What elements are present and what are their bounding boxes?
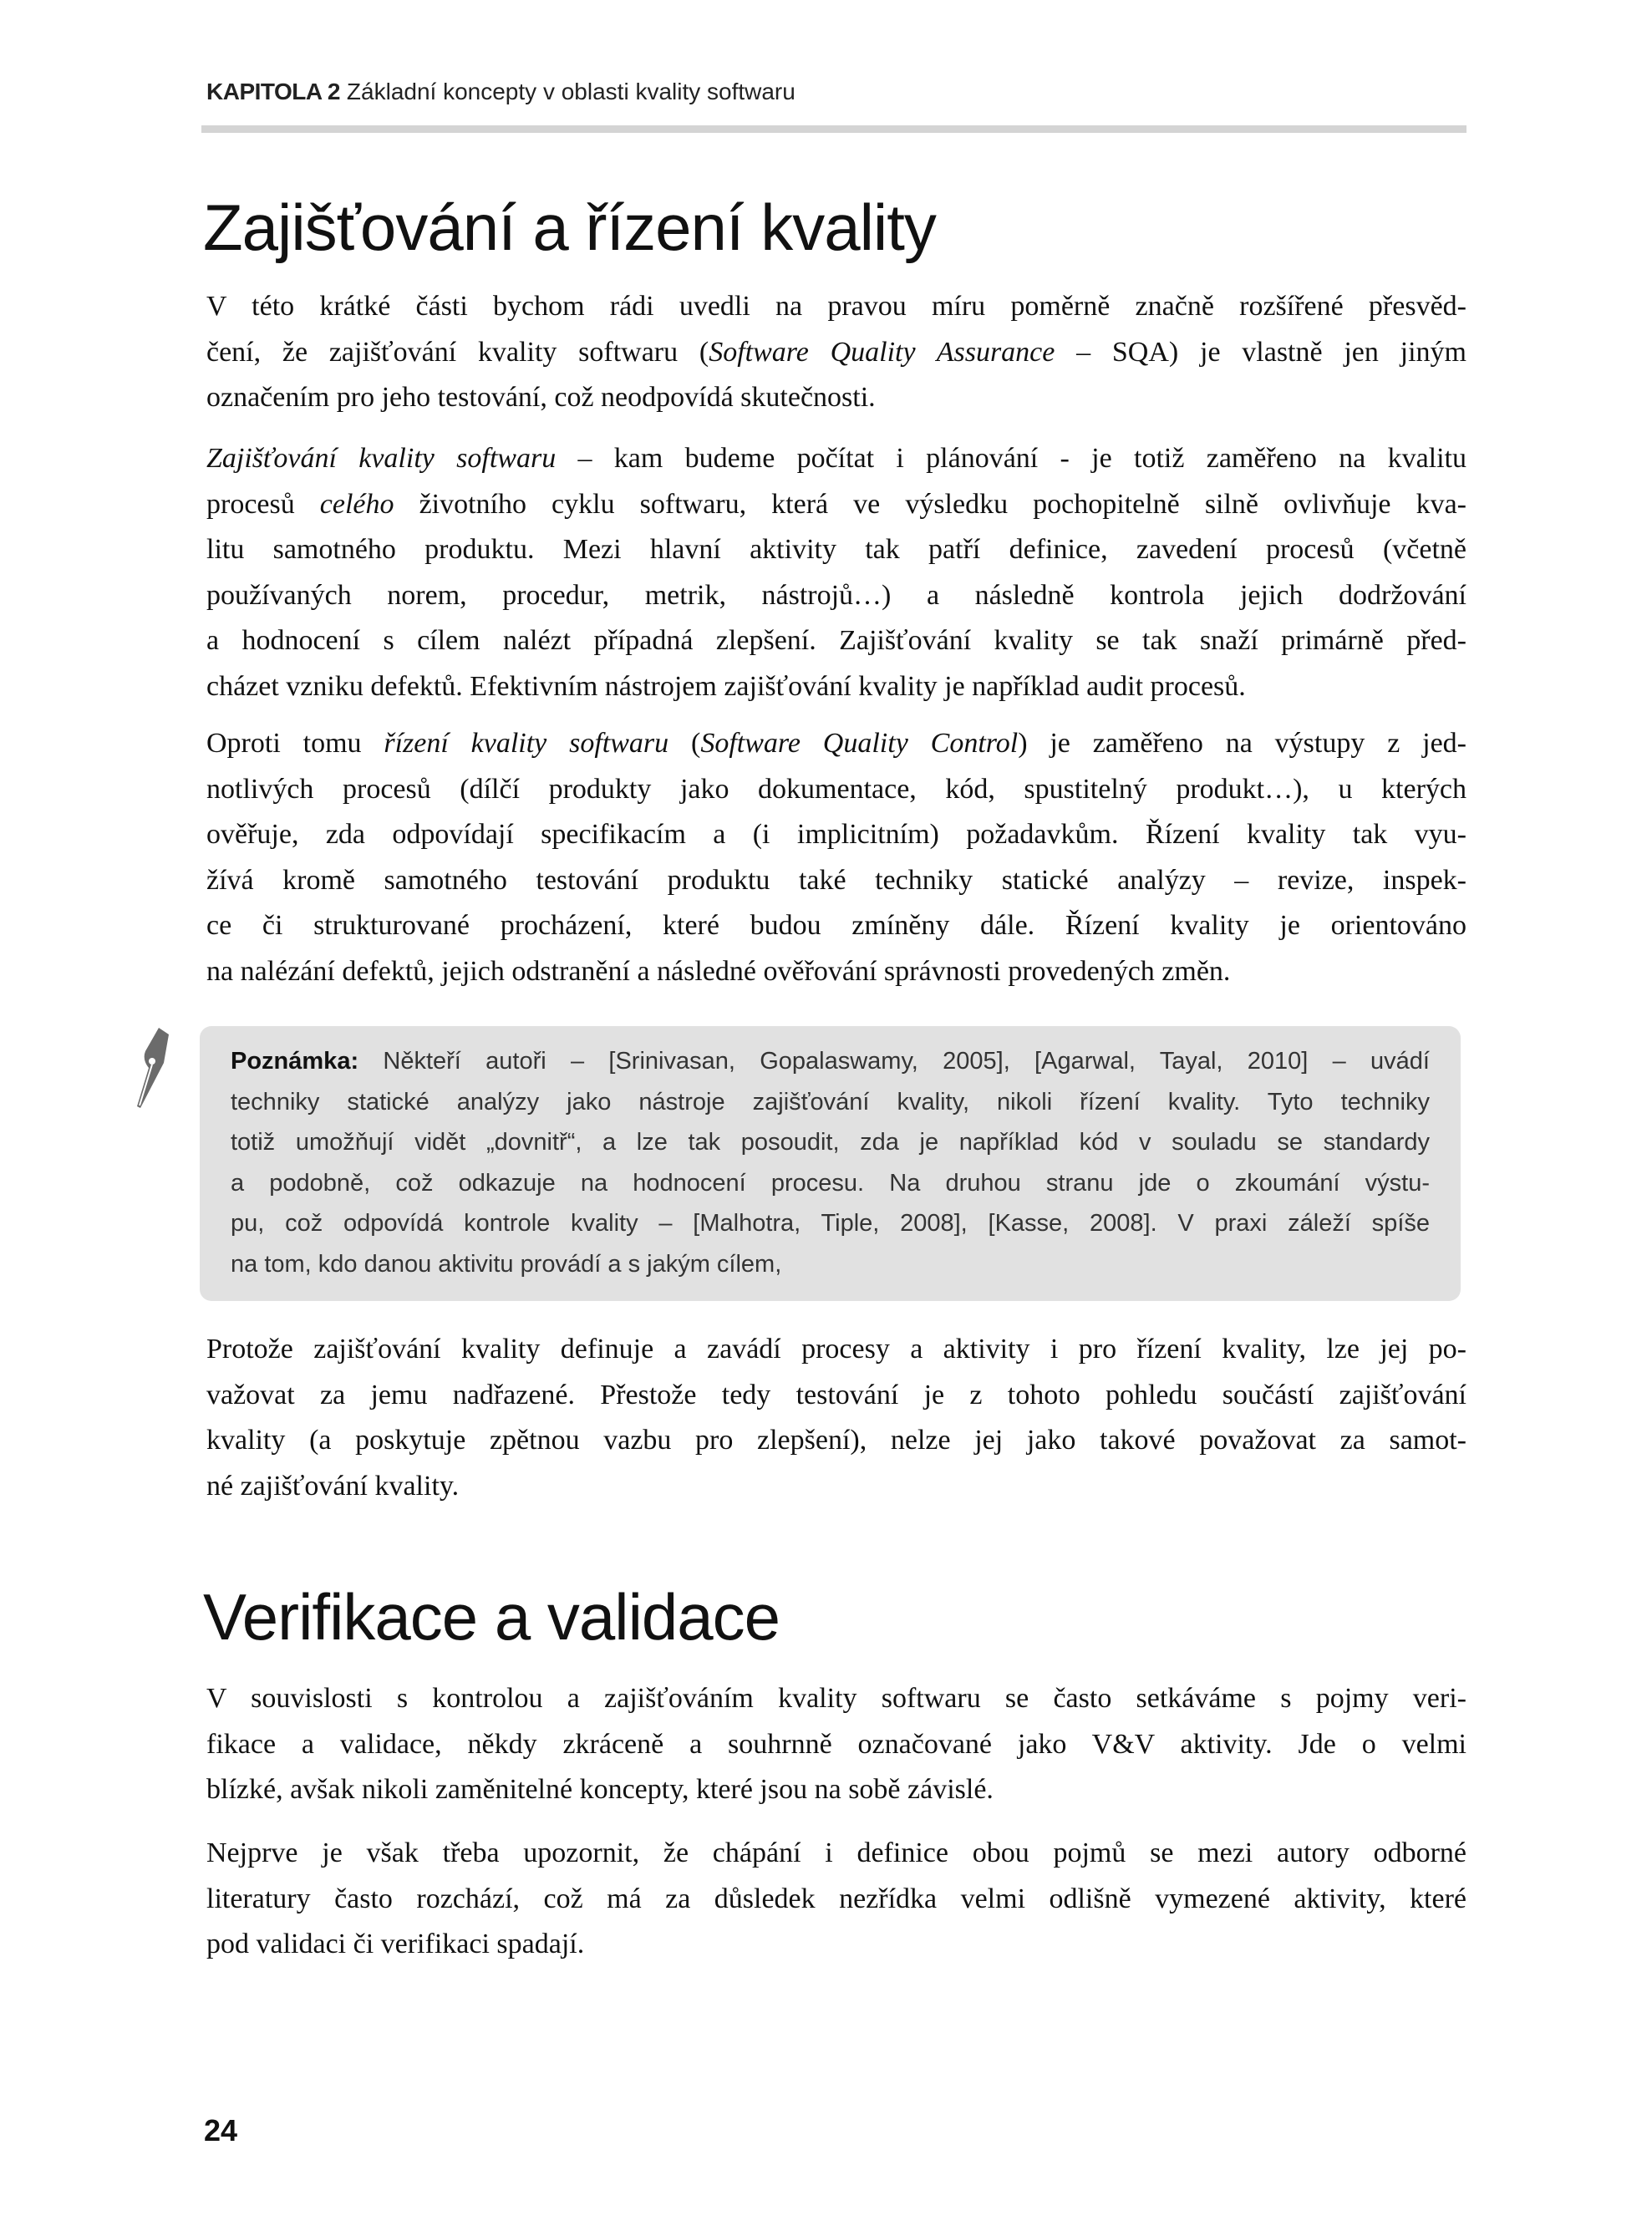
text-run: ověřuje, zda odpovídají specifikacím a (i implicitním) požadavkům. Řízení kvality tak vyu- [206,819,1466,850]
text-line [206,858,1466,904]
text-run: totiž umožňují vidět „dovnitř“, a lze tak posoudit, zda je například kód v souladu se standardy [231,1129,1430,1156]
text-line [206,721,1466,767]
text-line [206,949,1466,995]
text-run: Oproti tomu [206,728,384,759]
note-label: Poznámka: [231,1048,384,1075]
note-line [231,1203,1430,1244]
text-run: na nalézání defektů, jejich odstranění a následné ověřování správnosti provedených změn. [206,955,1231,987]
text-run: ) je zaměřeno na výstupy z jed- [1018,728,1466,759]
paragraph [206,284,1466,421]
note-line [231,1122,1430,1163]
text-run: Protože zajišťování kvality definuje a zavádí procesy a aktivity i pro řízení kvality, lze jej po- [206,1334,1466,1365]
text-line [206,767,1466,813]
note-line [231,1163,1430,1204]
text-line [206,1327,1466,1373]
text-run: važovat za jemu nadřazené. Přestože tedy testování je z tohoto pohledu součástí zajišťování [206,1379,1466,1410]
paragraph [206,436,1466,709]
text-run: blízké, avšak nikoli zaměnitelné koncepty, které jsou na sobě závislé. [206,1774,994,1805]
text-run: ce či strukturované procházení, které budou zmíněny dále. Řízení kvality je orientováno [206,910,1466,941]
text-line [206,1767,1466,1813]
text-run: literatury často rozchází, což má za důsledek nezřídka velmi odlišně vymezené aktivity, které [206,1883,1466,1914]
text-line [206,527,1466,573]
text-run: cházet vzniku defektů. Efektivním nástrojem zajišťování kvality je například audit procesů. [206,670,1246,702]
text-line [206,1722,1466,1768]
text-line [206,482,1466,528]
pen-nib-icon [134,1026,174,1110]
text-run: čení, že zajišťování kvality softwaru ( [206,336,709,368]
text-run: né zajišťování kvality. [206,1470,460,1502]
text-line [206,664,1466,710]
text-line [206,375,1466,421]
text-run: – SQA) je vlastně jen jiným [1055,336,1466,368]
section-heading-quality: Zajišťování a řízení kvality [203,191,936,264]
italic-term: celého [319,488,394,520]
text-run: – kam budeme počítat i plánování - je totiž zaměřeno na kvalitu [556,443,1466,474]
text-run: a podobně, což odkazuje na hodnocení procesu. Na druhou stranu jde o zkoumání výstu- [231,1169,1430,1197]
paragraph [206,721,1466,994]
text-run: Nejprve je však třeba upozornit, že chápání i definice obou pojmů se mezi autory odborné [206,1837,1466,1868]
text-run: techniky statické analýzy jako nástroje zajišťování kvality, nikoli řízení kvality. Tyto techniky [231,1088,1430,1116]
text-run: na tom, kdo danou aktivitu provádí a s jakým cílem, [231,1250,782,1278]
text-run: pu, což odpovídá kontrole kvality – [Malhotra, Tiple, 2008], [Kasse, 2008]. V praxi záleží spíše [231,1210,1430,1238]
paragraph [206,1327,1466,1509]
text-line [206,436,1466,482]
text-run: žívá kromě samotného testování produktu také techniky statické analýzy – revize, inspek- [206,864,1466,896]
italic-term: Software Quality Assurance [709,336,1055,368]
text-run: procesů [206,488,320,520]
text-line [206,330,1466,376]
paragraph [206,1831,1466,1968]
paragraph [206,1676,1466,1813]
text-run: kvality (a poskytuje zpětnou vazbu pro zlepšení), nelze jej jako takové považovat za samot- [206,1425,1466,1456]
text-run: životního cyklu softwaru, která ve výsledku pochopitelně silně ovlivňuje kva- [394,488,1466,520]
text-line [206,618,1466,664]
text-line [206,1418,1466,1464]
text-line [206,284,1466,330]
text-run: používaných norem, procedur, metrik, nástrojů…) a následně kontrola jejich dodržování [206,579,1466,611]
text-line [206,1373,1466,1419]
text-line [206,1831,1466,1877]
text-line [206,903,1466,949]
note-line [231,1244,1430,1285]
text-run: ( [668,728,701,759]
text-line [206,1464,1466,1510]
text-run: V souvislosti s kontrolou a zajišťováním kvality softwaru se často setkáváme s pojmy veri- [206,1683,1466,1714]
text-run: notlivých procesů (dílčí produkty jako dokumentace, kód, spustitelný produkt…), u kterých [206,773,1466,805]
text-run: fikace a validace, někdy zkráceně a souhrnně označované jako V&V aktivity. Jde o velmi [206,1728,1466,1760]
note-box [200,1026,1461,1301]
note-line [231,1041,1430,1082]
text-line [206,1877,1466,1923]
text-line [206,573,1466,619]
text-line [206,1922,1466,1968]
note-line [231,1082,1430,1123]
page-number: 24 [204,2113,238,2147]
italic-term: řízení kvality softwaru [384,728,669,759]
text-run: a hodnocení s cílem nalézt případná zlepšení. Zajišťování kvality se tak snaží primárně před- [206,625,1466,656]
chapter-title: Základní koncepty v oblasti kvality softwaru [346,79,796,104]
note-text [231,1041,1430,1285]
text-run: pod validaci či verifikaci spadají. [206,1929,585,1959]
running-header [206,74,796,110]
text-run: Někteří autoři – [Srinivasan, Gopalaswamy, 2005], [Agarwal, Tayal, 2010] – uvádí [383,1048,1430,1075]
italic-term: Zajišťování kvality softwaru [206,443,557,474]
italic-term: Software Quality Control [700,728,1019,759]
text-run: V této krátké části bychom rádi uvedli na pravou míru poměrně značně rozšířené přesvěd- [206,291,1466,322]
section-heading-verification: Verifikace a validace [203,1580,780,1654]
text-line [206,1676,1466,1722]
text-run: litu samotného produktu. Mezi hlavní aktivity tak patří definice, zavedení procesů (včetně [206,534,1466,565]
text-run: označením pro jeho testování, což neodpovídá skutečnosti. [206,382,876,413]
header-rule [201,125,1466,133]
chapter-label: KAPITOLA 2 [206,79,340,104]
text-line [206,812,1466,858]
